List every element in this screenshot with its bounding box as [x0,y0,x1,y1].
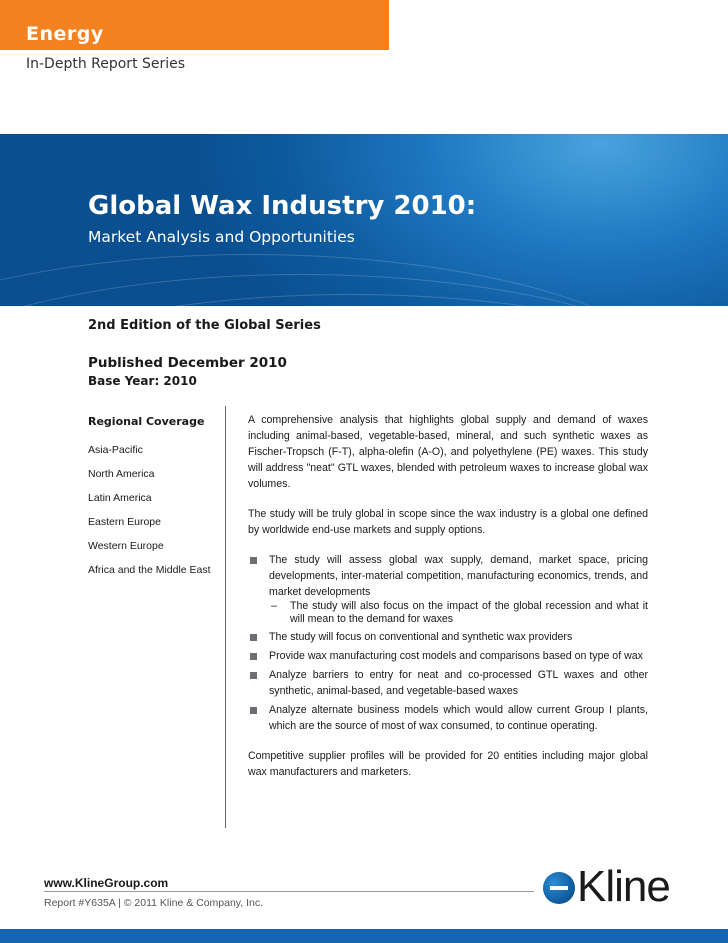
footer-rule [44,891,534,892]
column-divider [225,406,226,828]
region-item: Asia-Pacific [88,444,143,456]
regional-coverage-list [88,444,211,588]
sub-bullet-item [269,600,648,626]
bullet-text: Provide wax manufacturing cost models and comparisons based on type of wax [269,650,643,662]
bullet-item [248,648,648,664]
website-link[interactable]: www.KlineGroup.com [44,876,169,890]
report-description [248,412,648,794]
square-bullet-icon [250,672,257,679]
logo-text: Kline [577,862,670,911]
bullet-item [248,702,648,734]
bullet-text: The study will focus on conventional and synthetic wax providers [269,631,573,643]
bullet-text: Analyze barriers to entry for neat and co-processed GTL waxes and other synthetic, animal-based, and vegetable-based waxes [269,669,648,697]
bullet-item [248,552,648,626]
base-year: Base Year: 2010 [88,374,197,388]
square-bullet-icon [250,653,257,660]
bullet-item [248,629,648,645]
kline-logo [541,860,701,914]
scope-paragraph: The study will be truly global in scope since the wax industry is a global one defined by worldwide end-use markets and supply options. [248,508,648,536]
report-title: Global Wax Industry 2010: [88,191,477,221]
study-bullets [248,552,648,734]
category-label: Energy [26,23,104,45]
region-item: Latin America [88,492,152,504]
dash-bullet-icon: – [271,600,277,612]
published-date: Published December 2010 [88,355,287,371]
report-copyright: Report #Y635A | © 2011 Kline & Company, Inc. [44,897,264,909]
region-item: Africa and the Middle East [88,564,211,576]
series-label: In-Depth Report Series [26,56,186,72]
square-bullet-icon [250,557,257,564]
edition-label: 2nd Edition of the Global Series [88,318,321,333]
region-item: Western Europe [88,540,164,552]
bottom-bar [0,929,728,943]
bullet-text: The study will assess global wax supply, demand, market space, pricing developments, inter-material competition, manufacturing economics, trends, and market developments [269,554,648,598]
square-bullet-icon [250,634,257,641]
sub-bullet-text: The study will also focus on the impact of the global recession and what it will mean to the demand for waxes [290,600,648,625]
sub-bullets [269,600,648,626]
regional-coverage-heading: Regional Coverage [88,415,205,428]
kline-circle-icon [543,872,575,904]
report-subtitle: Market Analysis and Opportunities [88,228,355,246]
description-paragraph: A comprehensive analysis that highlights global supply and demand of waxes including animal-based, vegetable-based, mineral, and such synthetic waxes as Fischer-Tropsch (F-T), alpha-olefin (A-O), and polyethylene (PE) waxes. This study will address "neat" GTL waxes, blended with petroleum waxes to increase global wax volumes. [248,414,648,490]
profiles-paragraph: Competitive supplier profiles will be provided for 20 entities including major global wax manufacturers and marketers. [248,750,648,778]
region-item: Eastern Europe [88,516,161,528]
region-item: North America [88,468,155,480]
bullet-item [248,667,648,699]
bullet-text: Analyze alternate business models which would allow current Group I plants, which are the source of most of wax consumed, to continue operating. [269,704,648,732]
square-bullet-icon [250,707,257,714]
